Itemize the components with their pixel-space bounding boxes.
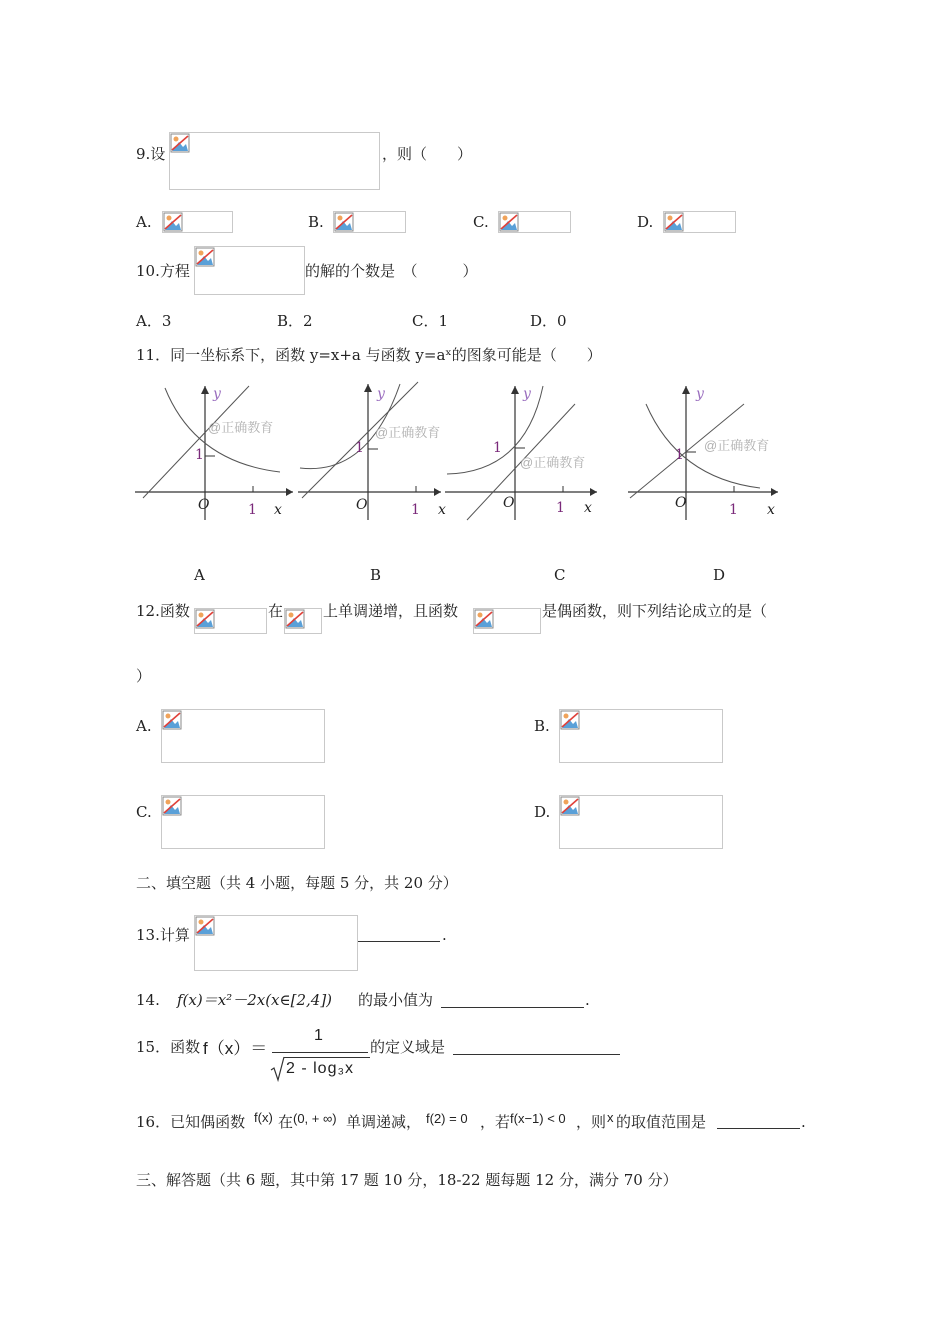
q16-if: ，若: [480, 1113, 511, 1131]
q12-option-c-label: C.: [136, 803, 152, 821]
q10-option-b: B．2: [277, 312, 313, 330]
q9-option-b-label: B.: [308, 213, 324, 231]
q16-var: x: [607, 1110, 614, 1125]
section-2-title: 二、填空题（共 4 小题，每题 5 分，共 20 分）: [136, 874, 458, 892]
q13-prefix: 13.计算: [136, 926, 190, 944]
q10-suffix: 的解的个数是 （ ）: [305, 262, 478, 280]
q9-option-a-label: A.: [136, 213, 152, 231]
q9-option-a-image: [162, 211, 233, 233]
q12-p4: 是偶函数，则下列结论成立的是（: [542, 602, 768, 620]
broken-image-icon: [474, 609, 494, 629]
q12-p2: 在: [268, 602, 284, 620]
q14-suffix: 的最小值为: [358, 991, 434, 1009]
q15-prefix: 15．函数: [136, 1038, 201, 1056]
broken-image-icon: [499, 212, 519, 232]
q16-in: 在: [278, 1113, 294, 1131]
graph-b-one-label: 1: [355, 440, 364, 456]
q16-mid: 单调递减，: [346, 1113, 422, 1131]
graph-c-one-label: 1: [493, 440, 502, 456]
q16-interval: (0, + ∞): [293, 1111, 337, 1126]
graph-d-x-label: x: [767, 502, 775, 518]
q16-answer-blank: [717, 1128, 800, 1129]
q12-formula-image-3: [473, 608, 541, 634]
q9-option-c-image: [498, 211, 571, 233]
broken-image-icon: [664, 212, 684, 232]
broken-image-icon: [195, 609, 215, 629]
graph-b-watermark: @正确教育: [375, 425, 441, 440]
graph-b-origin: O: [356, 497, 368, 513]
broken-image-icon: [560, 710, 580, 730]
graph-d-caption: D: [713, 566, 726, 584]
graph-c-y-label: y: [523, 386, 531, 402]
q15-suffix: 的定义域是: [370, 1038, 446, 1056]
graph-c-x-label: x: [584, 500, 592, 516]
q14-answer-blank: [441, 1007, 584, 1008]
q15-fx: f（x）＝: [203, 1039, 268, 1058]
q12-option-d-label: D.: [534, 803, 551, 821]
q10-option-a: A．3: [136, 312, 172, 330]
q12-option-a-label: A.: [136, 717, 152, 735]
q16-ineq: f(x−1) < 0: [510, 1111, 566, 1126]
graph-c-origin: O: [503, 495, 515, 511]
broken-image-icon: [195, 916, 215, 936]
broken-image-icon: [170, 133, 190, 153]
broken-image-icon: [334, 212, 354, 232]
q10-prefix: 10.方程: [136, 262, 190, 280]
q9-option-d-label: D.: [637, 213, 654, 231]
q12-option-c-image: [161, 795, 325, 849]
q16-then: ，则: [576, 1113, 607, 1131]
q12-close: ）: [136, 667, 152, 685]
q14-formula: f(x)＝x²－2x(x∈[2,4]): [177, 991, 333, 1009]
q15-fraction-bar: [272, 1052, 368, 1053]
q9-option-b-image: [333, 211, 406, 233]
broken-image-icon: [560, 796, 580, 816]
q13-suffix: .: [442, 926, 447, 944]
q9-suffix: ，则（ ）: [382, 145, 473, 163]
section-3-title: 三、解答题（共 6 题，其中第 17 题 10 分，18-22 题每题 12 分，满分 70 分）: [136, 1171, 678, 1189]
q15-denominator: 2 - log₃x: [286, 1060, 354, 1077]
q15-sqrt-bar: [284, 1057, 370, 1058]
q11-text: 11．同一坐标系下，函数 y=x+a 与函数 y=aˣ的图象可能是（ ）: [136, 346, 602, 364]
graph-b-y-label: y: [377, 386, 385, 402]
graph-d-watermark: @正确教育: [704, 438, 770, 453]
q13-answer-blank: [358, 941, 440, 942]
q14-number: 14.: [136, 991, 160, 1009]
q10-option-d: D．0: [530, 312, 567, 330]
q16-cond: f(2) = 0: [426, 1111, 468, 1126]
graph-a-one-label: 1: [195, 447, 204, 463]
q16-end: .: [801, 1113, 806, 1131]
q16-tail: 的取值范围是: [616, 1113, 707, 1131]
q12-option-d-image: [559, 795, 723, 849]
graph-b-x-tick: 1: [411, 502, 420, 518]
q12-option-b-image: [559, 709, 723, 763]
broken-image-icon: [285, 609, 305, 629]
graph-c-x-tick: 1: [556, 500, 565, 516]
graph-d-origin: O: [675, 495, 687, 511]
q15-answer-blank: [453, 1054, 620, 1055]
q13-formula-image: [194, 915, 358, 971]
q12-p3: 上单调递增，且函数: [323, 602, 459, 620]
graph-a-caption: A: [194, 566, 205, 584]
sqrt-icon: [270, 1056, 286, 1082]
graph-a: [135, 382, 295, 522]
q12-formula-image-2: [284, 608, 322, 634]
graph-a-watermark: @正确教育: [208, 420, 274, 435]
graph-b-caption: B: [370, 566, 382, 584]
q9-option-d-image: [663, 211, 736, 233]
graph-d-x-tick: 1: [729, 502, 738, 518]
graph-d-one-label: 1: [675, 447, 684, 463]
graph-a-y-label: y: [213, 386, 221, 402]
graph-b-x-label: x: [438, 502, 446, 518]
q15-numerator: 1: [314, 1027, 323, 1044]
graph-c-caption: C: [554, 566, 566, 584]
q12-option-b-label: B.: [534, 717, 550, 735]
q12-option-a-image: [161, 709, 325, 763]
q9-prefix: 9.设: [136, 145, 166, 163]
graph-a-origin: O: [198, 497, 210, 513]
q16-f: f(x): [254, 1110, 273, 1125]
q9-formula-image: [169, 132, 380, 190]
broken-image-icon: [163, 212, 183, 232]
q12-p1: 12.函数: [136, 602, 190, 620]
broken-image-icon: [195, 247, 215, 267]
graph-c-watermark: @正确教育: [520, 455, 586, 470]
q9-option-c-label: C.: [473, 213, 489, 231]
graph-a-x-tick: 1: [248, 502, 257, 518]
graph-d-y-label: y: [696, 386, 704, 402]
q10-option-c: C．1: [412, 312, 449, 330]
q12-formula-image-1: [194, 608, 267, 634]
q10-formula-image: [194, 246, 305, 295]
q16-prefix: 16．已知偶函数: [136, 1113, 246, 1131]
q14-end: .: [585, 991, 590, 1009]
broken-image-icon: [162, 710, 182, 730]
broken-image-icon: [162, 796, 182, 816]
graph-a-x-label: x: [274, 502, 282, 518]
